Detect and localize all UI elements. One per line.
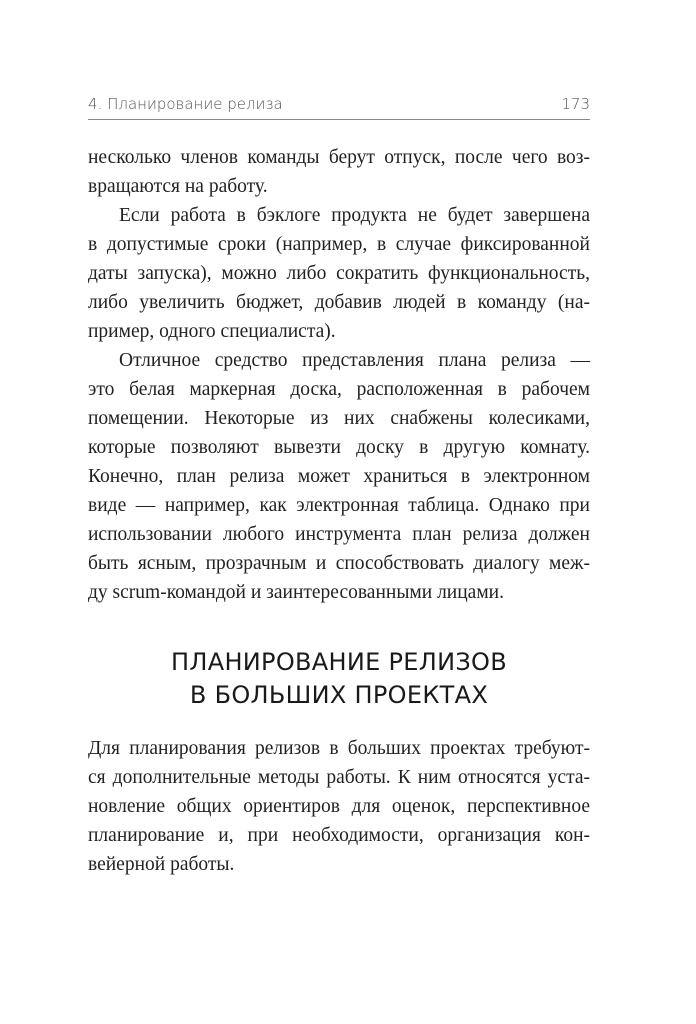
text-line: Если работа в бэклоге продукта не будет завершена (119, 205, 590, 226)
text-line: которые позволяют вывезти доску в другую комнату. (88, 437, 590, 458)
text-line: быть ясным, прозрачным и способствовать диалогу меж- (88, 553, 590, 574)
text-line: ся дополнительные методы работы. К ним относятся уста- (88, 767, 590, 788)
text-line: несколько членов команды берут отпуск, после чего воз- (88, 147, 590, 168)
text-line: ду scrum-командой и заинтересованными лицами. (88, 582, 504, 603)
text-line: вращаются на работу. (88, 176, 268, 197)
text-line: использовании любого инструмента план релиза должен (88, 524, 590, 545)
text-line: даты запуска), можно либо сократить функциональность, (88, 263, 590, 284)
section-heading (88, 646, 590, 712)
page-number: 173 (561, 95, 590, 113)
body-text-section-1 (88, 143, 590, 607)
text-line: в допустимые сроки (например, в случае фиксированной (88, 234, 590, 255)
chapter-title: 4. Планирование релиза (88, 95, 283, 113)
text-line: пример, одного специалиста). (88, 321, 336, 342)
heading-line-1: ПЛАНИРОВАНИЕ РЕЛИЗОВ (171, 648, 507, 676)
text-line: Конечно, план релиза может храниться в электронном (88, 466, 590, 487)
running-header (88, 93, 590, 120)
heading-line-2: В БОЛЬШИХ ПРОЕКТАХ (189, 681, 489, 709)
text-line: помещении. Некоторые из них снабжены колесиками, (88, 408, 590, 429)
text-line: это белая маркерная доска, расположенная в рабочем (88, 379, 590, 400)
text-line: вейерной работы. (88, 854, 235, 875)
text-line: новление общих ориентиров для оценок, перспективное (88, 796, 590, 817)
text-line: Для планирования релизов в больших проектах требуют- (88, 738, 590, 759)
text-line: Отличное средство представления плана релиза — (119, 350, 590, 371)
text-line: либо увеличить бюджет, добавив людей в команду (на- (88, 292, 590, 313)
text-line: планирование и, при необходимости, организация кон- (88, 825, 590, 846)
body-text-section-2 (88, 734, 590, 879)
text-line: виде — например, как электронная таблица. Однако при (88, 495, 590, 516)
